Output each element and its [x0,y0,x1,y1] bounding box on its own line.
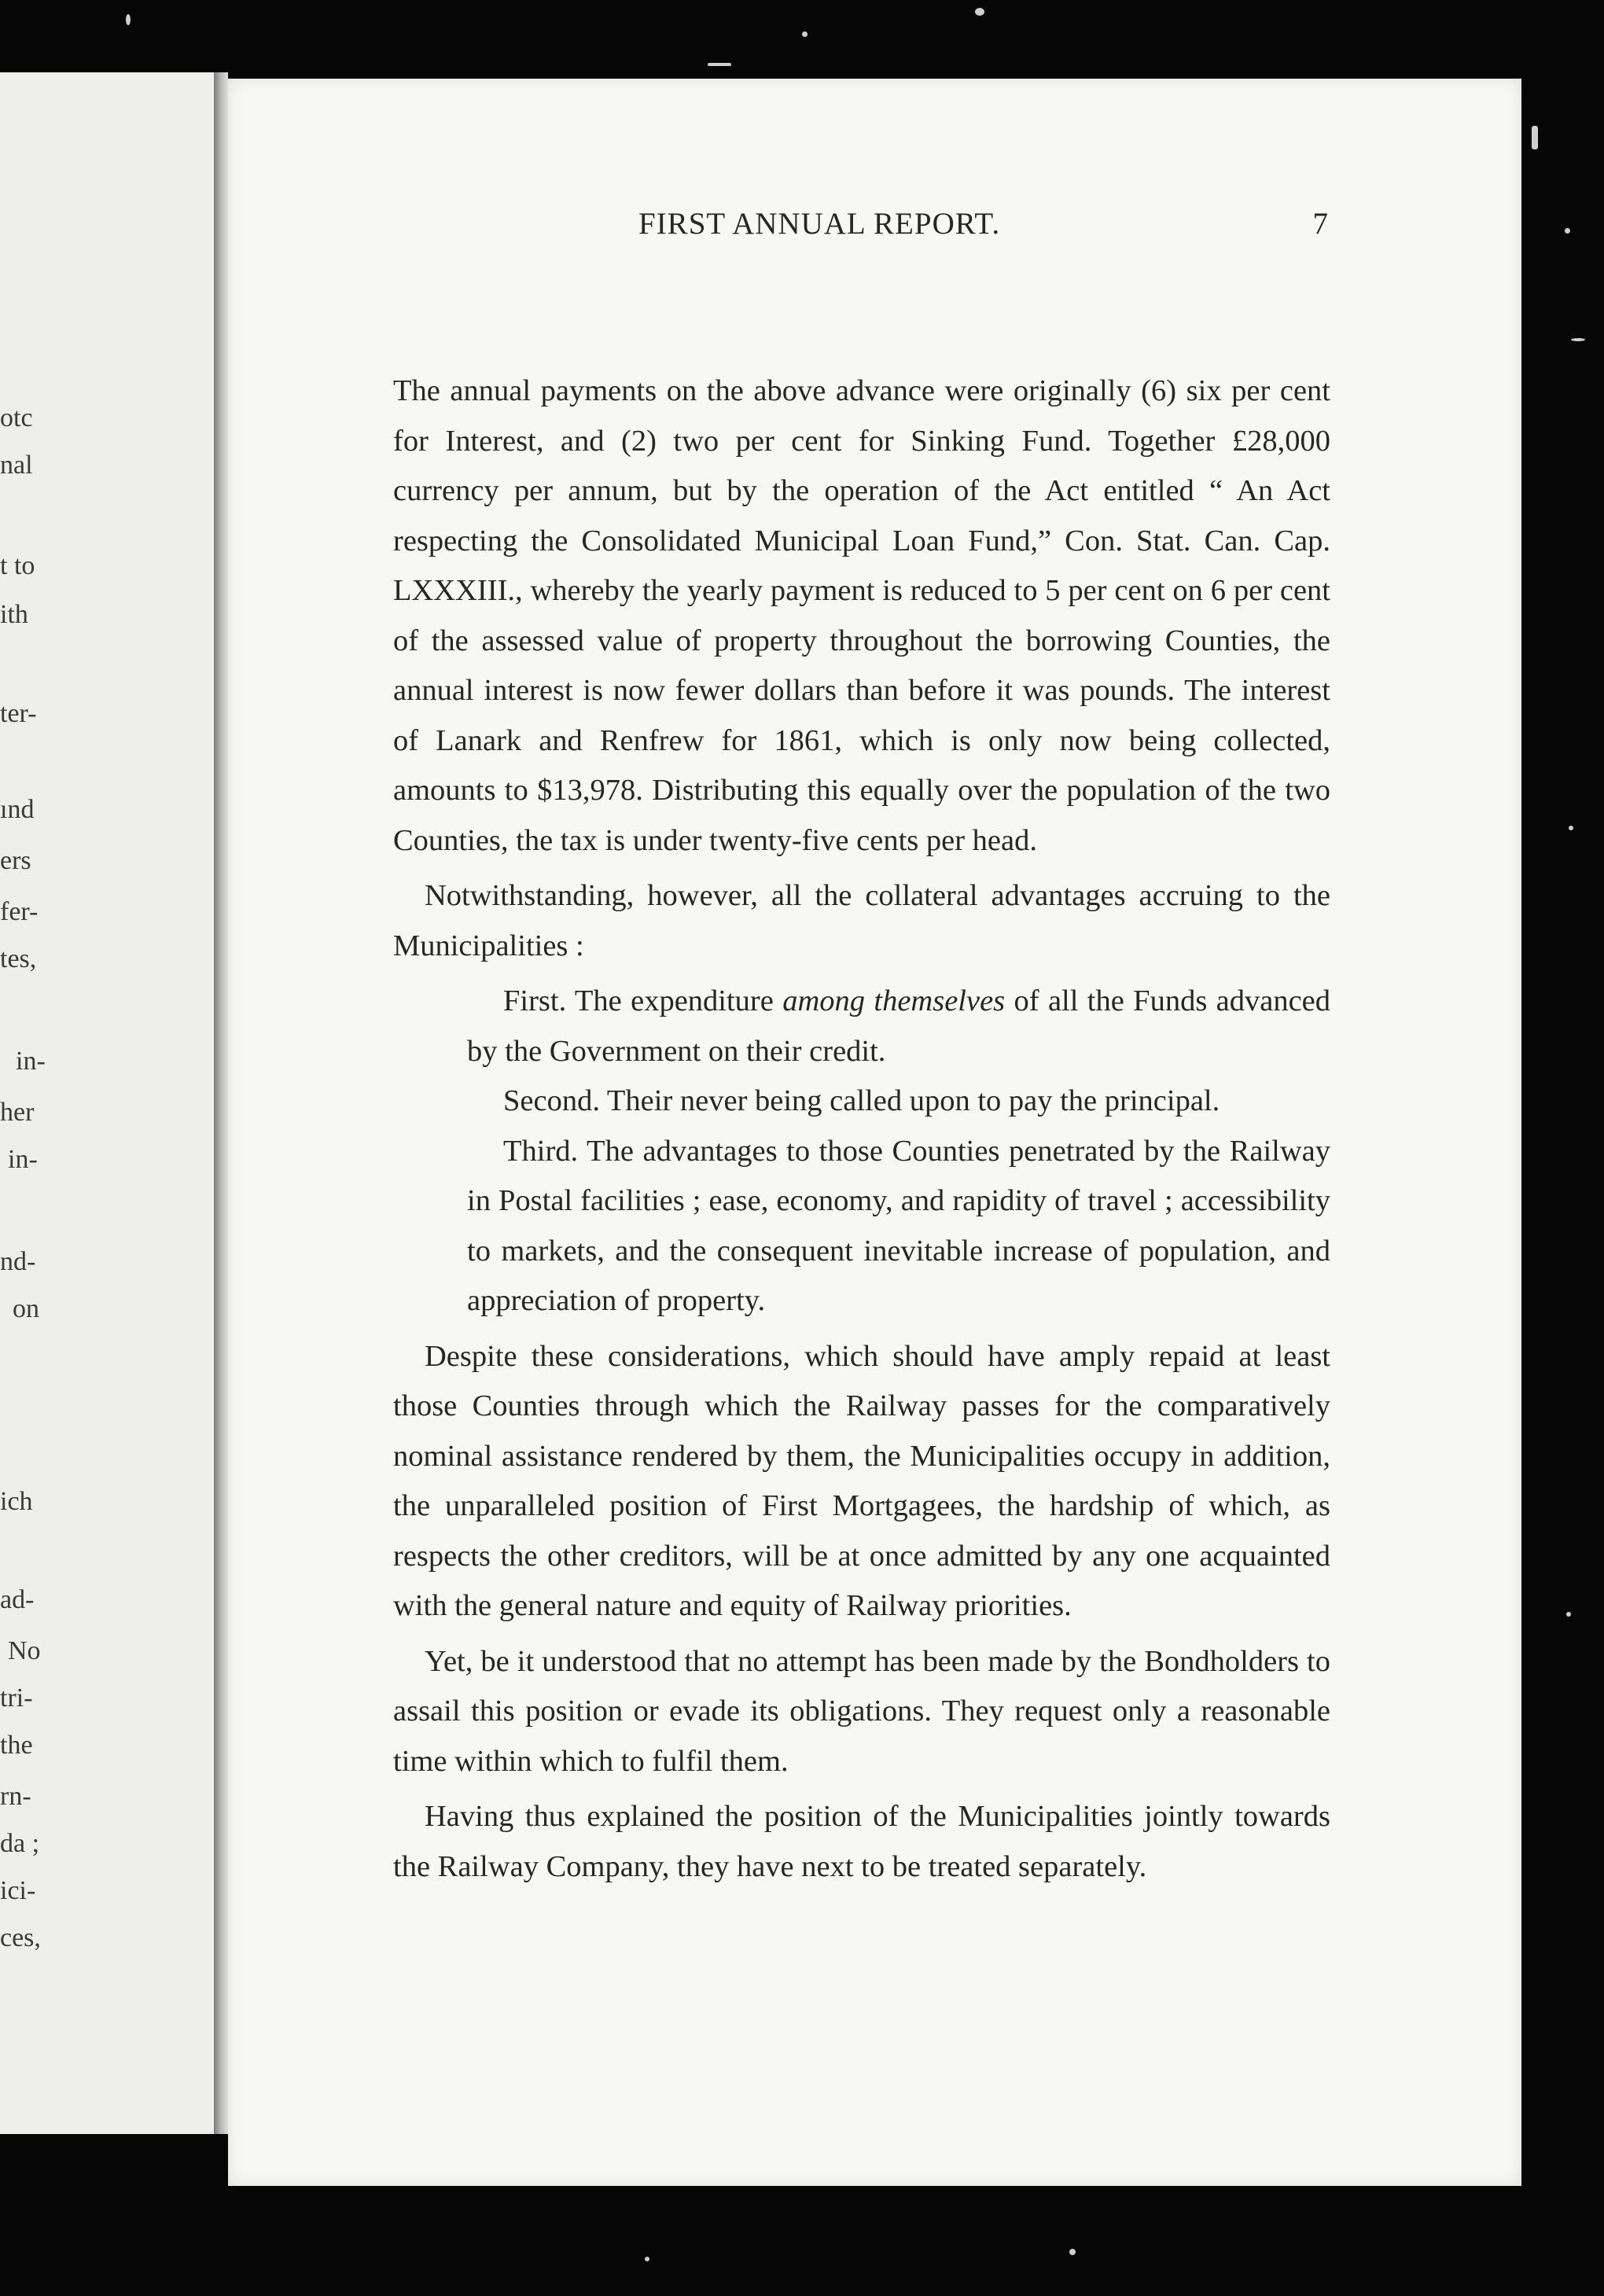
advantage-third: Third. The advantages to those Counties penetrated by the Railway in Postal facilities ; ease, economy, and rapidity of travel ; accessibility to markets, and the consequent inevitable increase of population, and appreciation of property. [467,1134,1330,1317]
paragraph-yet: Yet, be it understood that no attempt has been made by the Bondholders to assail this position or evade its obligations. They request only a reasonable time within which to fulfil them. [393,1644,1330,1778]
facing-page-line-fragment: otc [0,403,33,432]
scan-speck [1566,1612,1571,1617]
facing-page-line-fragment: ces, [0,1923,41,1952]
facing-page-line-fragment: ith [0,600,28,629]
facing-page-line-fragment: da ; [0,1829,40,1858]
advantage-first-emphasis: among themselves [782,984,1006,1017]
advantage-first-label: First. [503,984,567,1017]
paragraph-notwithstanding: Notwithstanding, however, all the collateral advantages accruing to the Municipalities : [393,879,1330,962]
facing-page-line-fragment: ınd [0,795,35,824]
scan-speck [1565,228,1570,234]
facing-page-line-fragment: in- [8,1145,38,1174]
advantage-second: Second. Their never being called upon to pay the principal. [503,1084,1220,1117]
book-gutter [214,72,228,2134]
advantage-first-text-a: The expenditure [574,984,774,1017]
scan-speck [708,63,731,66]
scan-speck [1532,126,1538,149]
paragraph-having-thus: Having thus explained the position of the Municipalities jointly towards the Railway Company, they have next to be treated separately. [393,1800,1330,1883]
scan-speck [802,31,808,37]
scan-speck [1571,338,1585,341]
paragraph-annual-payments: The annual payments on the above advance were originally (6) six per cent for Interest, and (2) two per cent for Sinking Fund. Together £28,000 currency per annum, but by the operation of the Act entitled “ An Act respecting the Consolidated Municipal Loan Fund,” Con. Stat. Can. Cap. LXXXIII., whereby the yearly payment is reduced to 5 per cent on 6 per cent of the assessed value of property throughout the borrowing Counties, the annual interest is now fewer dollars than before it was pounds. The interest of Lanark and Renfrew for 1861, which is only now being collected, amounts to $13,978. Distributing this equally over the population of the two Counties, the tax is under twenty-five cents per head. [393,374,1330,857]
facing-page-line-fragment: No [8,1636,41,1665]
facing-page-line-fragment: tri- [0,1683,33,1713]
paragraph-despite: Despite these considerations, which should have amply repaid at least those Counties through which the Railway passes for the comparatively nominal assistance rendered by them, the Municipalities occupy in addition, the unparalleled position of First Mortgagees, the hardship of which, as respects the other creditors, will be at once admitted by any one acquainted with the general nature and equity of Railway priorities. [393,1339,1330,1622]
facing-page-line-fragment: ers [0,846,31,875]
facing-page-line-fragment: on [13,1294,39,1323]
facing-page-line-fragment: t to [0,551,35,580]
facing-page-line-fragment: nd- [0,1247,36,1276]
facing-page-line-fragment: nal [0,451,33,480]
scan-speck [126,14,131,25]
facing-page-line-fragment: ter- [0,699,37,728]
facing-page-line-fragment: ad- [0,1585,35,1614]
facing-page-line-fragment: fer- [0,897,39,926]
facing-page-line-fragment: in- [16,1047,46,1076]
scan-speck [645,2257,649,2261]
running-title: FIRST ANNUAL REPORT. [638,207,1001,241]
scan-speck [1569,826,1573,830]
advantage-first-text-b: of all the Funds advanced by the Government on their credit. [467,984,1331,1068]
scan-speck [1069,2249,1076,2255]
facing-page-line-fragment: tes, [0,944,37,973]
facing-page-line-fragment: her [0,1098,35,1127]
running-header [393,206,1329,253]
facing-page-line-fragment: the [0,1731,33,1760]
facing-page-line-fragment: ich [0,1487,33,1516]
advantage-first [467,977,1330,1076]
facing-page-line-fragment: rn- [0,1782,31,1811]
facing-page-line-fragment: ici- [0,1876,36,1905]
page-number: 7 [1312,207,1329,241]
scan-speck [975,8,984,16]
body-text [393,366,1330,1892]
